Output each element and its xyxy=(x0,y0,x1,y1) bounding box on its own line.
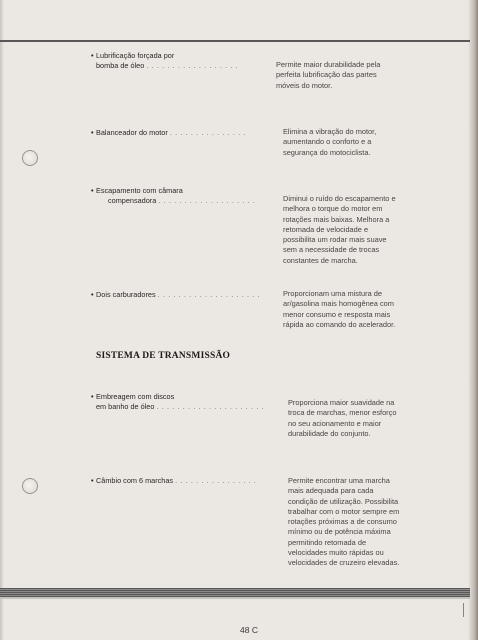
feature-carburadores xyxy=(91,290,261,300)
margin-mark xyxy=(463,603,466,617)
leader-dots: . . . . . . . . . . . . . . . xyxy=(169,128,247,137)
binder-hole-lower xyxy=(22,478,38,494)
page-edge-right xyxy=(468,0,478,640)
bullet-icon: • xyxy=(91,51,94,60)
leader-dots: . . . . . . . . . . . . . . . . xyxy=(175,476,257,485)
leader-dots: . . . . . . . . . . . . . . . . . . . . xyxy=(157,290,261,299)
section-title: SISTEMA DE TRANSMISSÃO xyxy=(96,351,231,361)
feature-balanceador xyxy=(91,128,247,138)
bullet-icon: • xyxy=(91,392,94,401)
feature-name-line: Câmbio com 6 marchas . . . . . . . . . . . . . . . . xyxy=(96,476,257,485)
feature-description-cambio: Permite encontrar uma marcha mais adequada para cada condição de utilização. Possibilita trabalhar com o motor sempre em rotações próximas a de consumo mínimo ou de potência máxima permitindo retomada de velocidades muito rápidas ou velocidades de cruzeiro elevadas. xyxy=(288,476,400,568)
feature-name-line: Embreagem com discos xyxy=(96,392,175,401)
feature-name-line: Lubrificação forçada por xyxy=(96,51,175,60)
bullet-icon: • xyxy=(91,128,94,137)
page-edge-left xyxy=(0,0,4,640)
feature-description-lubrificacao: Permite maior durabilidade pela perfeita lubrificação das partes móveis do motor. xyxy=(276,60,381,90)
feature-escapamento xyxy=(91,186,256,207)
leader-dots: . . . . . . . . . . . . . . . . . . xyxy=(146,61,239,71)
feature-name-line: compensadora . . . . . . . . . . . . . . . . . . . xyxy=(108,196,256,206)
bullet-icon: • xyxy=(91,290,94,299)
bullet-icon: • xyxy=(91,186,94,195)
bottom-border-shadow xyxy=(0,597,470,599)
feature-description-embreagem: Proporciona maior suavidade na troca de marchas, menor esforço no seu acionamento e maior durabilidade do conjunto. xyxy=(288,398,397,438)
feature-name-line: bomba de óleo . . . . . . . . . . . . . . . . . . xyxy=(96,61,239,71)
bullet-icon: • xyxy=(91,476,94,485)
feature-description-carburadores: Proporcionam uma mistura de ar/gasolina mais homogênea com menor consumo e resposta mais rápida ao comando do acelerador. xyxy=(283,289,396,329)
leader-dots: . . . . . . . . . . . . . . . . . . . xyxy=(158,196,256,206)
feature-name-line: Escapamento com câmara xyxy=(96,186,183,195)
page-number: 48 C xyxy=(240,625,258,635)
bottom-border-bar xyxy=(0,588,470,597)
leader-dots: . . . . . . . . . . . . . . . . . . . . . xyxy=(156,402,265,412)
feature-name-line: Dois carburadores . . . . . . . . . . . . . . . . . . . . xyxy=(96,290,261,299)
binder-hole-upper xyxy=(22,150,38,166)
feature-description-escapamento: Diminui o ruído do escapamento e melhora o torque do motor em rotações mais baixas. Melhora a retomada de velocidade e possibilita um rodar mais suave sem a necessidade de trocas constantes de marcha. xyxy=(283,194,396,265)
feature-embreagem xyxy=(91,392,265,413)
feature-lubrificacao xyxy=(91,51,239,72)
feature-name-line: Balanceador do motor . . . . . . . . . . . . . . . xyxy=(96,128,247,137)
feature-description-balanceador: Elimina a vibração do motor, aumentando o conforto e a segurança do motociclista. xyxy=(283,127,377,157)
top-border-rule xyxy=(0,40,470,42)
feature-name-line: em banho de óleo . . . . . . . . . . . . . . . . . . . . . xyxy=(96,402,265,412)
feature-cambio xyxy=(91,476,257,486)
